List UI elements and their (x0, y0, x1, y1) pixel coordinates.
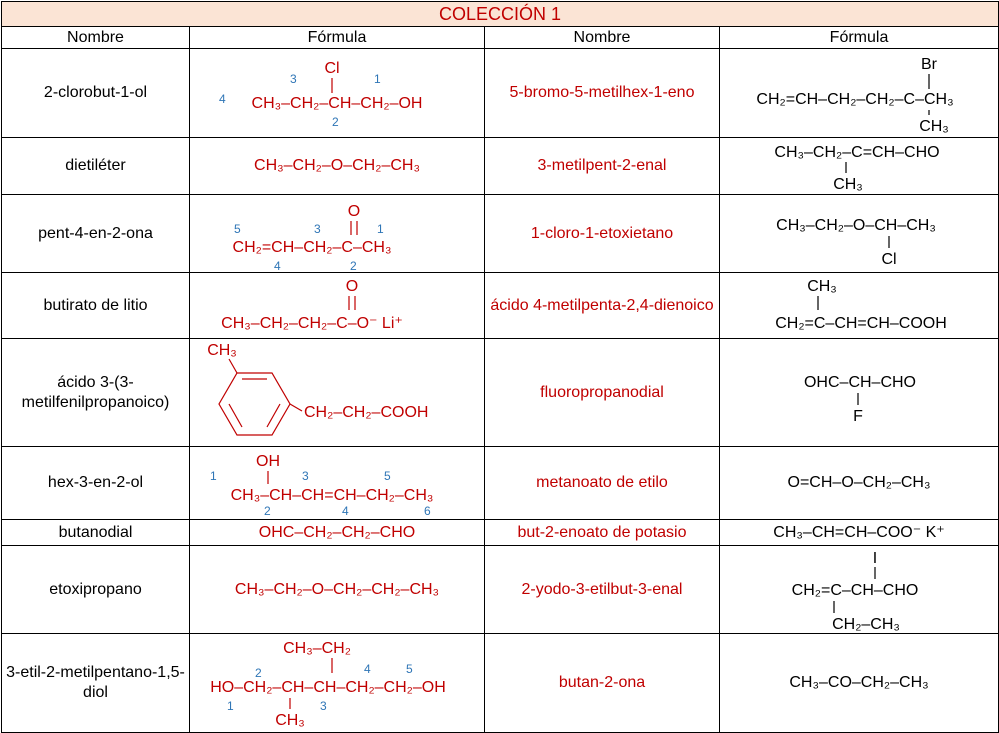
main-chain: CH₃–CH₂–C=CH–CHO (774, 144, 940, 161)
carbon-number: 5 (234, 221, 241, 236)
structural-formula (720, 339, 999, 447)
benzene-ring-icon (219, 373, 290, 435)
carbon-number: 4 (364, 662, 371, 676)
main-chain: OHC–CH₂–CH₂–CHO (258, 523, 416, 541)
structural-formula (720, 634, 999, 733)
compound-name: 2-clorobut-1-ol (2, 49, 190, 138)
compound-name: 5-bromo-5-metilhex-1-eno (485, 49, 720, 138)
carbon-number: 3 (302, 469, 309, 483)
table-row (2, 634, 999, 733)
table-row (2, 447, 999, 520)
main-chain: CH₂=CH–CH₂–C–CH₃ (232, 238, 392, 256)
main-chain: CH₂–CH₂–COOH (304, 403, 429, 421)
table-row (2, 546, 999, 634)
carbon-number: 4 (342, 504, 349, 518)
carbon-number: 3 (314, 221, 321, 236)
structural-formula (190, 634, 485, 733)
main-chain: CH₂=C–CH=CH–COOH (775, 314, 947, 332)
structural-formula (720, 520, 999, 546)
structural-formula (190, 546, 485, 634)
structural-formula (720, 273, 999, 339)
table-row (2, 195, 999, 273)
header-formula-right: Fórmula (720, 27, 999, 49)
carbon-number: 1 (210, 469, 217, 483)
compound-name: 2-yodo-3-etilbut-3-enal (485, 546, 720, 634)
main-chain: O=CH–O–CH₂–CH₃ (787, 474, 931, 491)
substituent-label: CH₃ (207, 341, 237, 359)
main-chain: HO–CH₂–CH–CH–CH₂–CH₂–OH (210, 679, 446, 696)
compound-name: butanodial (2, 520, 190, 546)
table-row (2, 520, 999, 546)
substituent-label: I (872, 549, 878, 567)
substituent-label: O (347, 202, 361, 220)
compound-name: butirato de litio (2, 273, 190, 339)
structural-formula (190, 520, 485, 546)
carbon-number: 2 (264, 504, 271, 518)
header-name-left: Nombre (2, 27, 190, 49)
carbon-number: 1 (227, 699, 234, 713)
compound-name: but-2-enoato de potasio (485, 520, 720, 546)
substituent-label: CH₃–CH₂ (283, 640, 351, 657)
substituent-label: OH (256, 453, 280, 470)
table-row (2, 273, 999, 339)
structural-formula (720, 195, 999, 273)
main-chain: CH₃–CH=CH–COO⁻ K⁺ (773, 523, 945, 541)
compound-name: 3-etil-2-metilpentano-1,5-diol (2, 634, 190, 733)
collection-table (1, 1, 999, 733)
compound-name: ácido 3-(3-metilfenilpropanoico) (2, 339, 190, 447)
compound-name: hex-3-en-2-ol (2, 447, 190, 520)
structural-formula (720, 49, 999, 138)
substituent-label: O (345, 277, 359, 295)
substituent-label: CH₃ (919, 118, 949, 135)
structural-formula (190, 195, 485, 273)
carbon-number: 3 (290, 72, 297, 86)
carbon-number: 2 (332, 115, 339, 129)
compound-name: dietiléter (2, 138, 190, 195)
table-row (2, 49, 999, 138)
substituent-label: CH₂–CH₃ (832, 615, 900, 633)
compound-name: pent-4-en-2-ona (2, 195, 190, 273)
main-chain: OHC–CH–CHO (804, 373, 917, 391)
structural-formula (190, 339, 485, 447)
main-chain: CH₃–CH₂–CH–CH₂–OH (251, 95, 423, 112)
structural-formula (190, 49, 485, 138)
structural-formula (720, 546, 999, 634)
compound-name: ácido 4-metilpenta-2,4-dienoico (485, 273, 720, 339)
main-chain: CH₃–CH₂–O–CH–CH₃ (776, 216, 936, 234)
substituent-label: Br (921, 56, 938, 73)
substituent-label: CH₃ (833, 176, 863, 193)
carbon-number: 6 (424, 504, 431, 518)
main-chain: CH₃–CH–CH=CH–CH₂–CH₃ (230, 487, 434, 504)
carbon-number: 1 (374, 72, 381, 86)
carbon-number: 1 (377, 221, 384, 236)
main-chain: CH₃–CH₂–O–CH₂–CH₂–CH₃ (234, 580, 440, 598)
header-formula-left: Fórmula (190, 27, 485, 49)
substituent-label: CH₃ (275, 712, 305, 729)
structural-formula (190, 138, 485, 195)
carbon-number: 2 (350, 258, 357, 273)
carbon-number: 4 (274, 258, 281, 273)
table-row (2, 339, 999, 447)
carbon-number: 5 (406, 662, 413, 676)
carbon-number: 3 (320, 699, 327, 713)
compound-name: 1-cloro-1-etoxietano (485, 195, 720, 273)
carbon-number: 2 (255, 666, 262, 680)
main-chain: CH₃–CH₂–O–CH₂–CH₃ (254, 157, 420, 174)
main-chain: CH₂=CH–CH₂–CH₂–C–CH₃ (756, 91, 954, 108)
compound-name: metanoato de etilo (485, 447, 720, 520)
main-chain: CH₃–CH₂–CH₂–C–O⁻ Li⁺ (221, 314, 403, 332)
carbon-number: 4 (219, 92, 226, 106)
substituent-label: F (853, 407, 863, 425)
substituent-label: Cl (881, 250, 897, 268)
compound-name: fluoropropanodial (485, 339, 720, 447)
table-row (2, 138, 999, 195)
carbon-number: 5 (384, 469, 391, 483)
compound-name: butan-2-ona (485, 634, 720, 733)
substituent-label: Cl (324, 60, 340, 77)
structural-formula (720, 447, 999, 520)
substituent-label: CH₃ (807, 277, 837, 295)
compound-name: 3-metilpent-2-enal (485, 138, 720, 195)
main-chain: CH₃–CO–CH₂–CH₃ (789, 674, 929, 691)
structural-formula (720, 138, 999, 195)
header-name-right: Nombre (485, 27, 720, 49)
structural-formula (190, 447, 485, 520)
table-title: COLECCIÓN 1 (2, 2, 999, 27)
main-chain: CH₂=C–CH–CHO (791, 581, 919, 599)
compound-name: etoxipropano (2, 546, 190, 634)
structural-formula (190, 273, 485, 339)
